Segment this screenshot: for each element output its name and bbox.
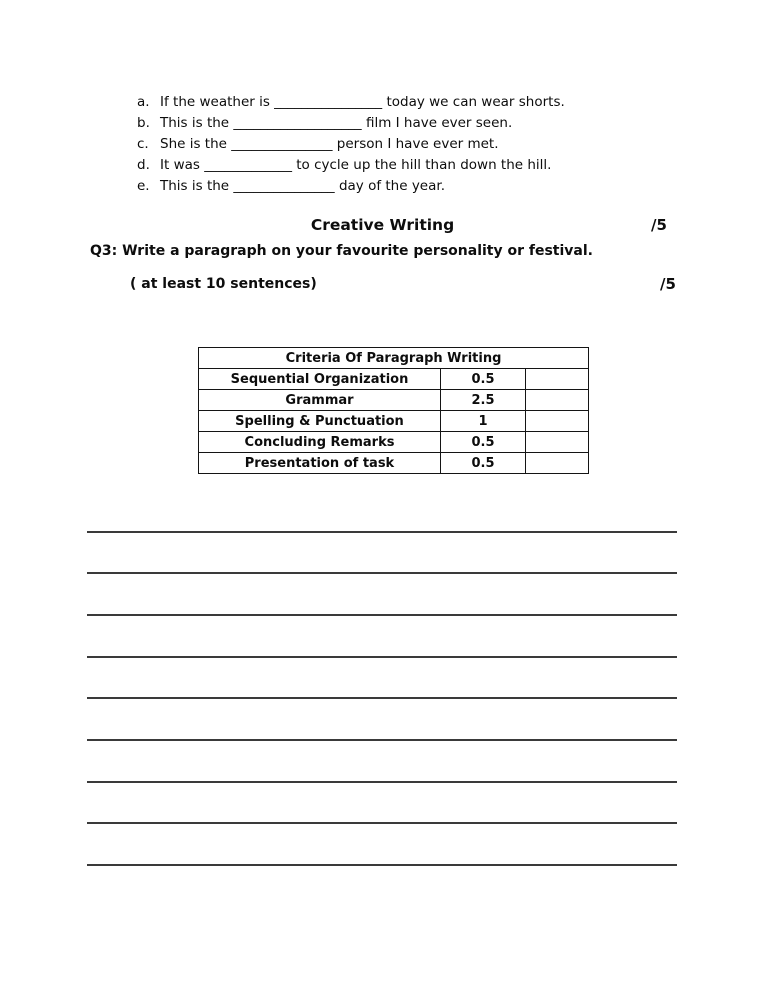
- writing-line: [87, 781, 677, 783]
- table-row: [199, 390, 589, 411]
- section-title: Creative Writing: [310, 216, 455, 234]
- table-header: Criteria Of Paragraph Writing: [199, 348, 589, 369]
- list-item-letter: d.: [137, 157, 150, 173]
- criterion-cell: Concluding Remarks: [199, 432, 441, 453]
- table-row: [199, 432, 589, 453]
- marks-cell: 1: [441, 411, 526, 432]
- table-row: [199, 453, 589, 474]
- writing-line: [87, 656, 677, 658]
- table-header-row: [199, 348, 589, 369]
- note-marks: /5: [660, 275, 676, 293]
- criterion-cell: Sequential Organization: [199, 369, 441, 390]
- list-item-text: If the weather is ________________ today we can wear shorts.: [160, 94, 565, 110]
- marks-cell: 2.5: [441, 390, 526, 411]
- list-item-letter: b.: [137, 115, 150, 131]
- list-item-text: This is the ___________________ film I have ever seen.: [160, 115, 513, 131]
- list-item-letter: a.: [137, 94, 150, 110]
- score-cell: [526, 432, 589, 453]
- writing-line: [87, 572, 677, 574]
- list-item: [137, 92, 565, 113]
- creative-writing-heading-row: [85, 215, 680, 233]
- sentence-requirement-row: [130, 276, 690, 293]
- criterion-cell: Spelling & Punctuation: [199, 411, 441, 432]
- list-item-text: This is the _______________ day of the year.: [160, 178, 445, 194]
- writing-line: [87, 614, 677, 616]
- list-item: [137, 134, 565, 155]
- criteria-table: [198, 347, 589, 474]
- section-marks: /5: [651, 216, 667, 234]
- list-item: [137, 176, 565, 197]
- list-item: [137, 113, 565, 134]
- writing-line: [87, 531, 677, 533]
- fill-in-blanks-list: [137, 92, 565, 197]
- list-item-text: It was _____________ to cycle up the hill than down the hill.: [160, 157, 552, 173]
- score-cell: [526, 369, 589, 390]
- score-cell: [526, 411, 589, 432]
- question-text: Q3: Write a paragraph on your favourite personality or festival.: [90, 243, 593, 259]
- writing-line: [87, 697, 677, 699]
- writing-line: [87, 822, 677, 824]
- score-cell: [526, 453, 589, 474]
- list-item: [137, 155, 565, 176]
- marks-cell: 0.5: [441, 369, 526, 390]
- list-item-letter: c.: [137, 136, 149, 152]
- criterion-cell: Presentation of task: [199, 453, 441, 474]
- score-cell: [526, 390, 589, 411]
- note-text: ( at least 10 sentences): [130, 276, 317, 292]
- criterion-cell: Grammar: [199, 390, 441, 411]
- table-row: [199, 369, 589, 390]
- marks-cell: 0.5: [441, 453, 526, 474]
- list-item-text: She is the _______________ person I have ever met.: [160, 136, 499, 152]
- list-item-letter: e.: [137, 178, 150, 194]
- writing-line: [87, 739, 677, 741]
- marks-cell: 0.5: [441, 432, 526, 453]
- writing-line: [87, 864, 677, 866]
- table-row: [199, 411, 589, 432]
